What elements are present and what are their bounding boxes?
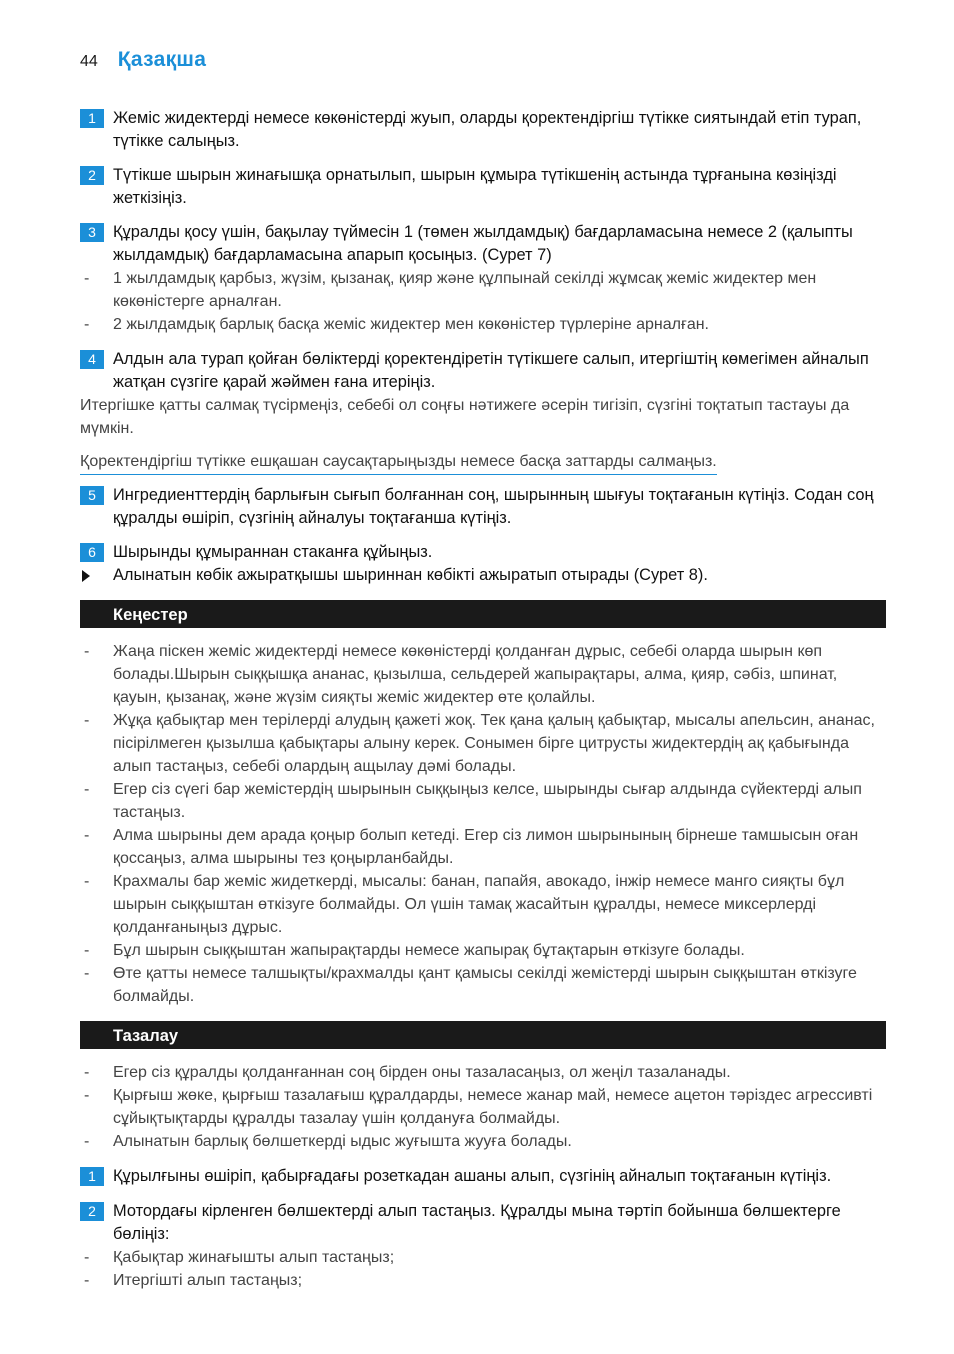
- list-item: [80, 640, 886, 709]
- step-3: [80, 221, 886, 267]
- dash-icon: -: [84, 942, 90, 959]
- bullet-text: Алма шырыны дем арада қоңыр болып кетеді. Егер сіз лимон шырынының бірнеше тамшысын оған қоссаңыз, алма шырыны тез қоңырланбайды.: [113, 827, 859, 867]
- step-5: [80, 484, 886, 530]
- language-title: Қазақша: [117, 48, 207, 71]
- step-6: [80, 541, 886, 564]
- triangle-bullet-icon: [82, 570, 90, 582]
- dash-icon: -: [84, 827, 90, 844]
- dash-icon: -: [84, 965, 90, 982]
- bullet-text: Жаңа піскен жеміс жидектерді немесе көкөністерді қолданған дұрыс, себебі оларда шырын көп болады.Шырын сыққышқа ананас, қызылша, сельдерей жапырақтары, алма, қияр, сәбіз, шпинат, қауын, қызанақ, және жүзім сияқты жеміс жидектер өте қолайлы.: [113, 643, 838, 706]
- dash-icon: -: [84, 1249, 90, 1266]
- bullet-text: Өте қатты немесе талшықты/крахмалды қант қамысы секілді жемістерді шырын сыққыштан өткізуге болмайды.: [113, 965, 857, 1005]
- tips-heading: Кеңестер: [80, 600, 886, 628]
- cleaning-heading: Тазалау: [80, 1021, 886, 1049]
- list-item: [80, 939, 886, 962]
- note-text: Итергішке қатты салмақ түсірмеңіз, себебі ол соңғы нәтижеге әсерін тигізіп, сүзгіні тоқтатып тастауы да мүмкін.: [80, 397, 850, 437]
- bullet-text: Алынатын барлық бөлшеткерді ыдыс жуғышта жууға болады.: [113, 1133, 572, 1150]
- dash-icon: -: [84, 873, 90, 890]
- step-text: Құралды қосу үшін, бақылау түймесін 1 (төмен жылдамдық) бағдарламасына немесе 2 (қалыпты жылдамдық) бағдарламасына апарып қосыңыз. (Сурет 7): [113, 223, 853, 264]
- step-number-badge: 5: [80, 486, 104, 505]
- step-number-badge: 1: [80, 109, 104, 128]
- step-number-badge: 2: [80, 1202, 104, 1221]
- bullet-text: Бұл шырын сыққыштан жапырақтарды немесе жапырақ бұтақтарын өткізуге болады.: [113, 942, 745, 959]
- result-item: [80, 564, 886, 587]
- list-item: [80, 1061, 886, 1084]
- dash-icon: -: [84, 316, 90, 333]
- step-text: Мотордағы кірленген бөлшектерді алып тастаңыз. Құралды мына тәртіп бойынша бөлшектерге бөліңіз:: [113, 1202, 841, 1243]
- list-item: [80, 1084, 886, 1130]
- cleaning-step-2: [80, 1200, 886, 1246]
- list-item: [80, 267, 886, 313]
- dash-icon: -: [84, 1064, 90, 1081]
- bullet-text: Егер сіз сүегі бар жемістердің шырынын сыққыңыз келсе, шырынды сығар алдында сүйектерді алып тастаңыз.: [113, 781, 862, 821]
- main-content: [80, 107, 886, 1292]
- bullet-text: 2 жылдамдық барлық басқа жеміс жидектер мен көкөністер түрлеріне арналған.: [113, 316, 709, 333]
- dash-icon: -: [84, 1272, 90, 1289]
- warning-text: Қоректендіргіш түтікке ешқашан саусақтарыңызды немесе басқа заттарды салмаңыз.: [80, 450, 717, 475]
- list-item: [80, 870, 886, 939]
- page-number: 44: [80, 53, 98, 70]
- step-text: Алдын ала турап қойған бөліктерді қоректендіретін түтікшеге салып, итергіштің көмегімен айналып жатқан сүзгіге қарай жәймен ғана итеріңіз.: [113, 350, 869, 391]
- page-header: [80, 48, 206, 76]
- dash-icon: -: [84, 781, 90, 798]
- bullet-text: Жұқа қабықтар мен терілерді алудың қажеті жоқ. Тек қана қалың қабықтар, мысалы апельсин, ананас, пісірілмеген қызылша қабықтары алыну керек. Сонымен бірге цитрусты жидектердің ақ қабығында алып тастаңыз, себебі олардың ащылау дәмі болады.: [113, 712, 875, 775]
- dash-icon: -: [84, 270, 90, 287]
- step-text: Ингредиенттердің барлығын сығып болғаннан соң, шырынның шығуы тоқтағанын күтіңіз. Содан соң құралды өшіріп, сүзгінің айналуы тоқтағанша күтіңіз.: [113, 486, 874, 527]
- bullet-text: Егер сіз құралды қолданғаннан соң бірден оны тазаласаңыз, ол жеңіл тазаланады.: [113, 1064, 731, 1081]
- bullet-text: Қырғыш жөке, қырғыш тазалағыш құралдарды, немесе жанар май, немесе ацетон тәріздес агрессивті сұйықтықтарды құралды тазалау үшін қолдануға болмайды.: [113, 1087, 873, 1127]
- step-number-badge: 4: [80, 350, 104, 369]
- dash-icon: -: [84, 1133, 90, 1150]
- bullet-text: Итергішті алып тастаңыз;: [113, 1272, 303, 1289]
- list-item: [80, 778, 886, 824]
- list-item: [80, 709, 886, 778]
- bullet-text: Қабықтар жинағышты алып тастаңыз;: [113, 1249, 395, 1266]
- result-text: Алынатын көбік ажыратқышы шыриннан көбікті ажыратып отырады (Сурет 8).: [113, 566, 708, 584]
- list-item: [80, 1246, 886, 1269]
- bullet-text: Крахмалы бар жеміс жидеткерді, мысалы: банан, папайя, авокадо, інжір немесе манго сияқты бұл шырын сыққыштан өткізуге болмайды. Ол үшін тамақ жасайтын құралды, немесе миксерлерді қолданғаныңыз дұрыс.: [113, 873, 845, 936]
- list-item: [80, 1130, 886, 1153]
- step-number-badge: 2: [80, 166, 104, 185]
- step-text: Шырынды құмыраннан стаканға құйыңыз.: [113, 543, 433, 561]
- list-item: [80, 824, 886, 870]
- step-4: [80, 348, 886, 394]
- list-item: [80, 313, 886, 336]
- dash-icon: -: [84, 643, 90, 660]
- list-item: [80, 1269, 886, 1292]
- dash-icon: -: [84, 712, 90, 729]
- step-number-badge: 3: [80, 223, 104, 242]
- step-1: [80, 107, 886, 153]
- step-text: Құрылғыны өшіріп, қабырғадағы розеткадан ашаны алып, сүзгінің айналып тоқтағанын күтіңіз.: [113, 1167, 832, 1185]
- cleaning-step-1: [80, 1165, 886, 1188]
- step-2: [80, 164, 886, 210]
- bullet-text: 1 жылдамдық қарбыз, жүзім, қызанақ, қияр және құлпынай секілді жұмсақ жеміс жидектер мен көкөністерге арналған.: [113, 270, 817, 310]
- dash-icon: -: [84, 1087, 90, 1104]
- step-text: Түтікше шырын жинағышқа орнатылып, шырын құмыра түтікшенің астында тұрғанына көзіңізді жеткізіңіз.: [113, 166, 837, 207]
- step-number-badge: 6: [80, 543, 104, 562]
- list-item: [80, 962, 886, 1008]
- step-number-badge: 1: [80, 1167, 104, 1186]
- step-text: Жеміс жидектерді немесе көкөністерді жуып, оларды қоректендіргіш түтікке сиятындай етіп турап, түтікке салыңыз.: [113, 109, 862, 150]
